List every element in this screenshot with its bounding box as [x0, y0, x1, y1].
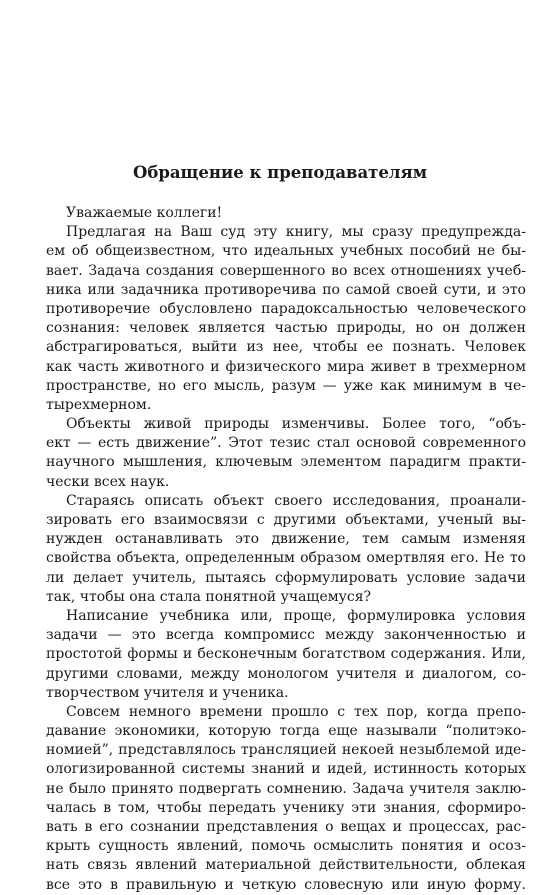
- text-line: ника или задачника противоречива по самой своей сути, и это: [46, 281, 526, 298]
- text-line: абстрагироваться, выйти из нее, чтобы ее познать. Человек: [46, 339, 526, 356]
- text-line: ект — есть движение”. Этот тезис стал основой современного: [46, 435, 526, 452]
- text-line: простотой формы и бесконечным богатством содержания. Или,: [46, 646, 526, 663]
- text-line: задачи — это всегда компромисс между законченностью и: [46, 627, 526, 644]
- text-line: все это в правильную и четкую словесную или иную форму.: [46, 876, 526, 893]
- text-line: свойства объекта, определенным образом омертвляя его. Не то: [46, 550, 526, 567]
- text-line: творчеством учителя и ученика.: [46, 684, 289, 701]
- text-line: Совсем немного времени прошло с тех пор, когда препо-: [66, 703, 526, 720]
- text-line: чалась в том, чтобы передать ученику эти знания, сформиро-: [46, 799, 526, 816]
- text-line: ологизированной системы знаний и идей, истинность которых: [46, 761, 526, 778]
- text-line: тырехмерном.: [46, 396, 152, 413]
- text-line: Стараясь описать объект своего исследования, проанали-: [66, 492, 526, 509]
- text-line: как часть животного и физического мира живет в трехмерном: [46, 358, 526, 375]
- text-line: вает. Задача создания совершенного во всех отношениях учеб-: [46, 262, 526, 279]
- page-title: Обращение к преподавателям: [132, 163, 428, 182]
- text-line: не было принято подвергать сомнению. Задача учителя заклю-: [46, 780, 526, 797]
- text-line: нужден останавливать это движение, тем самым изменяя: [46, 531, 526, 548]
- text-line: чески всех наук.: [46, 473, 170, 490]
- text-line: сознания: человек является частью природы, но он должен: [46, 320, 526, 337]
- text-line: Написание учебника или, проще, формулировка условия: [66, 607, 526, 624]
- text-line: другими словами, между монологом учителя и диалогом, со-: [46, 665, 526, 682]
- text-line: давание экономики, которую тогда еще называли “политэко-: [46, 723, 526, 740]
- body-text: [46, 204, 526, 895]
- text-line: Объекты живой природы изменчивы. Более того, “объ-: [66, 416, 526, 433]
- text-line: противоречие обусловлено парадоксальностью человеческого: [46, 300, 526, 317]
- text-line: ем об общеизвестном, что идеальных учебных пособий не бы-: [46, 243, 526, 260]
- text-line: номией”, представлялось трансляцией некоей незыблемой иде-: [46, 742, 526, 759]
- text-line: ли делает учитель, пытаясь сформулировать условие задачи: [46, 569, 526, 586]
- text-line: Предлагая на Ваш суд эту книгу, мы сразу предупрежда-: [66, 224, 526, 241]
- text-line: научного мышления, ключевым элементом парадигм практи-: [46, 454, 526, 471]
- text-line: крыть сущность явлений, помочь осмыслить понятия и осоз-: [46, 838, 526, 855]
- text-line: пространстве, но его мысль, разум — уже как минимум в че-: [46, 377, 526, 394]
- text-line: Уважаемые коллеги!: [66, 205, 223, 221]
- text-line: нать связь явлений материальной действительности, облекая: [46, 857, 526, 874]
- text-line: так, чтобы она стала понятной учащемуся?: [46, 588, 372, 605]
- text-line: зировать его взаимосвязи с другими объектами, ученый вы-: [46, 512, 526, 528]
- text-line: вать в его сознании представления о вещах и процессах, рас-: [46, 819, 526, 835]
